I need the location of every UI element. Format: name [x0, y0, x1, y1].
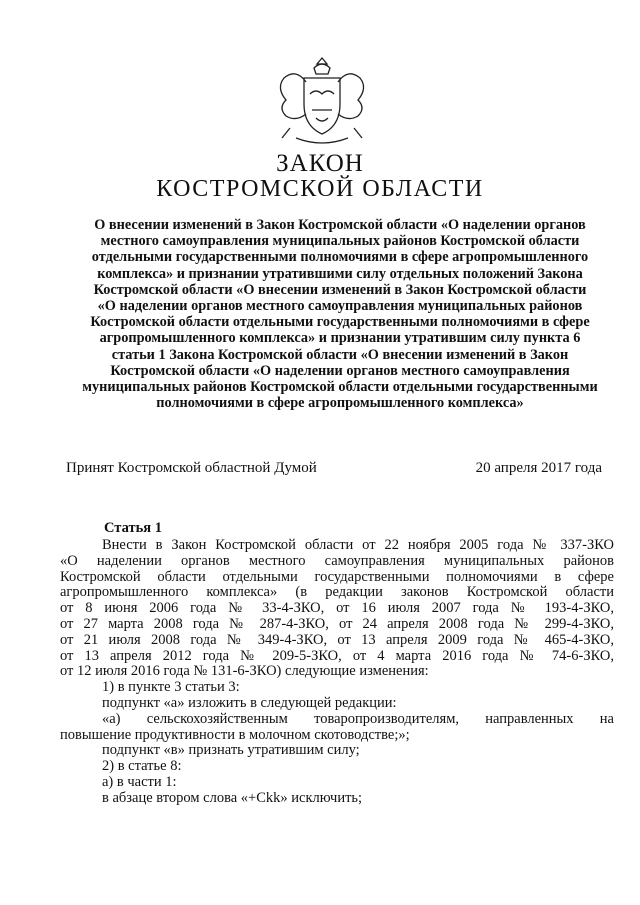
- article-body: [60, 538, 614, 807]
- body-line: от 8 июня 2006 года № 33-4-ЗКО, от 16 июля 2007 года № 193-4-ЗКО,: [60, 600, 614, 617]
- subject-line: О внесении изменений в Закон Костромской области «О наделении органов: [94, 217, 586, 233]
- subject-line: местного самоуправления муниципальных районов Костромской области: [100, 233, 580, 250]
- subject-line: отдельными государственными полномочиями в сфере агропромышленного: [91, 249, 589, 266]
- adopted-by: Принят Костромской областной Думой: [66, 460, 317, 476]
- region-title: КОСТРОМСКОЙ ОБЛАСТИ: [156, 176, 484, 202]
- subject-line: агропромышленного комплекса» и признании утратившим силу пункта 6: [99, 330, 581, 347]
- subject-line: Костромской области отдельными государственными полномочиями в сфере: [90, 314, 590, 331]
- body-line: повышение продуктивности в молочном скотоводстве;»;: [60, 726, 410, 743]
- subject-line: Костромской области «О внесении изменений в Закон Костромской области: [93, 281, 587, 298]
- body-line: от 12 июля 2016 года № 131-6-ЗКО) следующие изменения:: [60, 663, 429, 680]
- body-line: «а) сельскохозяйственным товаропроизводителям, направленных на: [102, 710, 614, 727]
- body-line: Внести в Закон Костромской области от 22 ноября 2005 года № 337-ЗКО: [102, 537, 614, 553]
- body-line: подпункт «в» признать утратившим силу;: [102, 742, 360, 759]
- subject-line: Костромской области «О наделении органов местного самоуправления: [110, 362, 570, 379]
- document-type-title: ЗАКОН: [276, 150, 364, 177]
- body-line: 2) в статье 8:: [102, 758, 182, 775]
- body-line: агропромышленного комплекса» (в редакции законов Костромской области: [60, 584, 614, 601]
- law-subject-heading: [60, 217, 620, 411]
- body-line: от 21 июля 2008 года № 349-4-ЗКО, от 13 апреля 2009 года № 465-4-ЗКО,: [60, 631, 614, 648]
- body-line: «О наделении органов местного самоуправления муниципальных районов: [60, 552, 614, 569]
- subject-line: полномочиями в сфере агропромышленного комплекса»: [156, 395, 524, 412]
- body-line: от 13 апреля 2012 года № 209-5-ЗКО, от 4 марта 2016 года № 74-6-ЗКО,: [60, 647, 614, 664]
- body-line: а) в части 1:: [102, 773, 177, 790]
- subject-line: статьи 1 Закона Костромской области «О внесении изменений в Закон: [111, 346, 569, 363]
- subject-line: «О наделении органов местного самоуправления муниципальных районов: [97, 298, 583, 315]
- body-line: в абзаце втором слова «+Ckk» исключить;: [102, 789, 363, 806]
- body-line: подпункт «а» изложить в следующей редакции:: [102, 694, 397, 711]
- subject-line: комплекса» и признании утратившими силу отдельных положений Закона: [97, 265, 583, 282]
- subject-line: муниципальных районов Костромской области отдельными государственными: [82, 379, 598, 396]
- body-line: 1) в пункте 3 статьи 3:: [102, 679, 240, 696]
- body-line: Костромской области отдельными государственными полномочиями в сфере: [60, 568, 614, 585]
- article-heading: Статья 1: [104, 520, 162, 536]
- adoption-date: 20 апреля 2017 года: [475, 460, 602, 476]
- coat-of-arms-icon: [262, 52, 382, 148]
- body-line: от 27 марта 2008 года № 287-4-ЗКО, от 24 апреля 2008 года № 299-4-ЗКО,: [60, 615, 614, 632]
